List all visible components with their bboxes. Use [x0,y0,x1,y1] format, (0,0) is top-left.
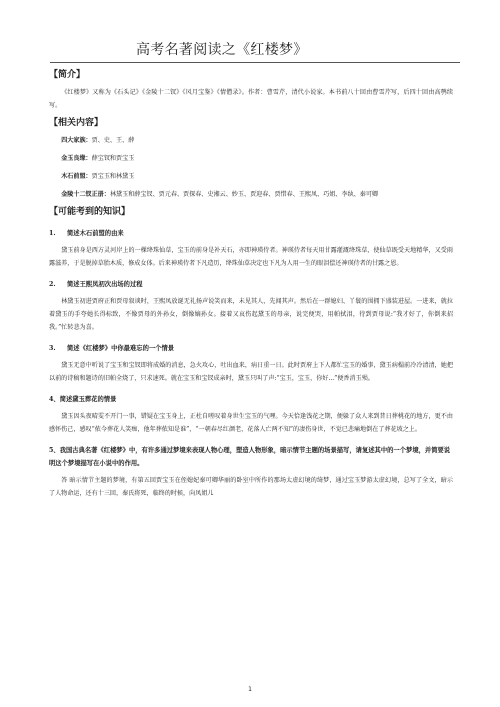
question-number: 5、 [49,447,60,454]
answer-paragraph: 答 暗示情节主题的梦境，有第五回贾宝玉在侄媳妃秦可卿华丽的卧室中所作的那场太虚幻境的绮梦，通过宝玉梦游太虚幻境，总写了全文，暗示了人物命运，还有十三回，秦氏将死，临终的时候，向凤姐儿 [49,477,453,497]
question-number: 3. [49,345,56,352]
related-item [49,134,453,147]
answer-paragraph: 林黛玉初进贾府正和贾母叙谈时，王熙凤放诞无礼扬声说笑而来，未见其人，先闻其声。然后在一群媳妇、丫鬟的围拥下盛装进屋。一进来，就拉着黛玉的手夸她长得标致，不像贾母的外孙女，倒像嫡孙女。接着又哀伤起黛玉的母亲，说完便哭，用帕拭泪，待到贾母说:“我才好了，你倒来招我。”忙转悲为喜。 [49,298,453,331]
page-title: 高考名著阅读之《红楼梦》 [136,42,308,58]
question-number: 2. [49,281,56,288]
related-item-label: 木石前盟： [61,173,92,180]
related-item [49,170,453,183]
related-item-label: 金陵十二钗正册： [61,191,110,198]
question-text: 简述王熙凤初次出场的过程 [67,281,143,288]
related-item-label: 金玉良缘： [61,155,92,162]
intro-paragraph: 《红楼梦》又称为《石头记》《金陵十二钗》《风月宝鉴》《情僧录》。作者：曹雪芹，清代小说家。本书前八十回由曹雪芹写，后四十回由高鹗续写。 [49,89,453,109]
section-heading-intro: 【简介】 [49,70,86,80]
question-number: 4、 [49,396,60,403]
question-text: 简述《红楼梦》中你最难忘的一个情景 [67,345,175,352]
title-divider [50,62,460,63]
question-title [49,342,453,355]
answer-paragraph: 黛玉前身是西方灵河岸上的一棵绛珠仙草，宝玉的前身是补天石，亦即神瑛侍者。神瑛侍者每天用甘露灌溉绛珠草，使仙草既受天地精华，又受雨露滋养，于是脱掉草胎木质，修成女体。后来神瑛侍者下凡造历，绛珠仙草决定也下凡为人用一生的眼泪偿还神瑛侍者的甘露之恩。 [49,247,453,267]
section-heading-knowledge: 【可能考到的知识】 [49,207,131,217]
related-item [49,152,453,165]
document-body [49,66,453,505]
related-item-text: 林黛玉和薛宝钗、贾元春、贾探春、史湘云、妙玉、贾迎春、贾惜春、王熙凤、巧姐、李纨、秦可卿 [109,191,379,198]
question-text: 简述黛玉葬花的情景 [59,396,117,403]
question-text: 简述木石前盟的由来 [67,230,124,237]
question-title [49,227,453,240]
related-item-label: 四大家族： [61,137,92,144]
answer-paragraph: 黛玉无意中听说了宝玉和宝钗即将成婚的消息，急火攻心，吐出血来，病日重一日。此时贾府上下人都忙宝玉的婚事，黛玉病榻前冷冷清清，她把以前的诗稿和题诗的旧帕全烧了，只求速死。就在宝玉和宝钗成亲时，黛玉只叫了声:“宝玉，宝玉，你好...”便香消玉殒。 [49,362,453,382]
related-item-text: 薛宝钗和贾宝玉 [91,155,135,162]
question-title [49,444,453,470]
question-title [49,278,453,291]
question-title [49,393,453,406]
title-block [50,41,460,63]
related-item-text: 贾宝玉和林黛玉 [91,173,135,180]
question-text: 我国古典名著《红楼梦》中，有许多通过梦境来表现人物心理，塑造人物形象，暗示情节主题的场景描写，请复述其中的一个梦境，并简要说明这个梦境描写在小说中的作用。 [49,447,451,467]
question-number: 1. [49,230,56,237]
page-number: 1 [248,686,252,693]
related-item [49,188,453,201]
related-item-text: 贾、史、王、薛 [91,137,135,144]
section-heading-related: 【相关内容】 [49,118,104,128]
answer-paragraph: 黛玉因头夜晴雯不开门一事，错疑在宝玉身上，正杜自嗟叹着身世生宝玉的气哩。今天恰逢饯花之期，便躲了众人来到昔日葬桃花的地方，更不由感怀伤己，感叹“侬今葬花人笑痴，他年葬侬知是谁”，“一朝春尽红颜老，花落人亡两不知”的凄伤身世，不觉已悲痛地倒在了葬花坡之上。 [49,413,453,433]
